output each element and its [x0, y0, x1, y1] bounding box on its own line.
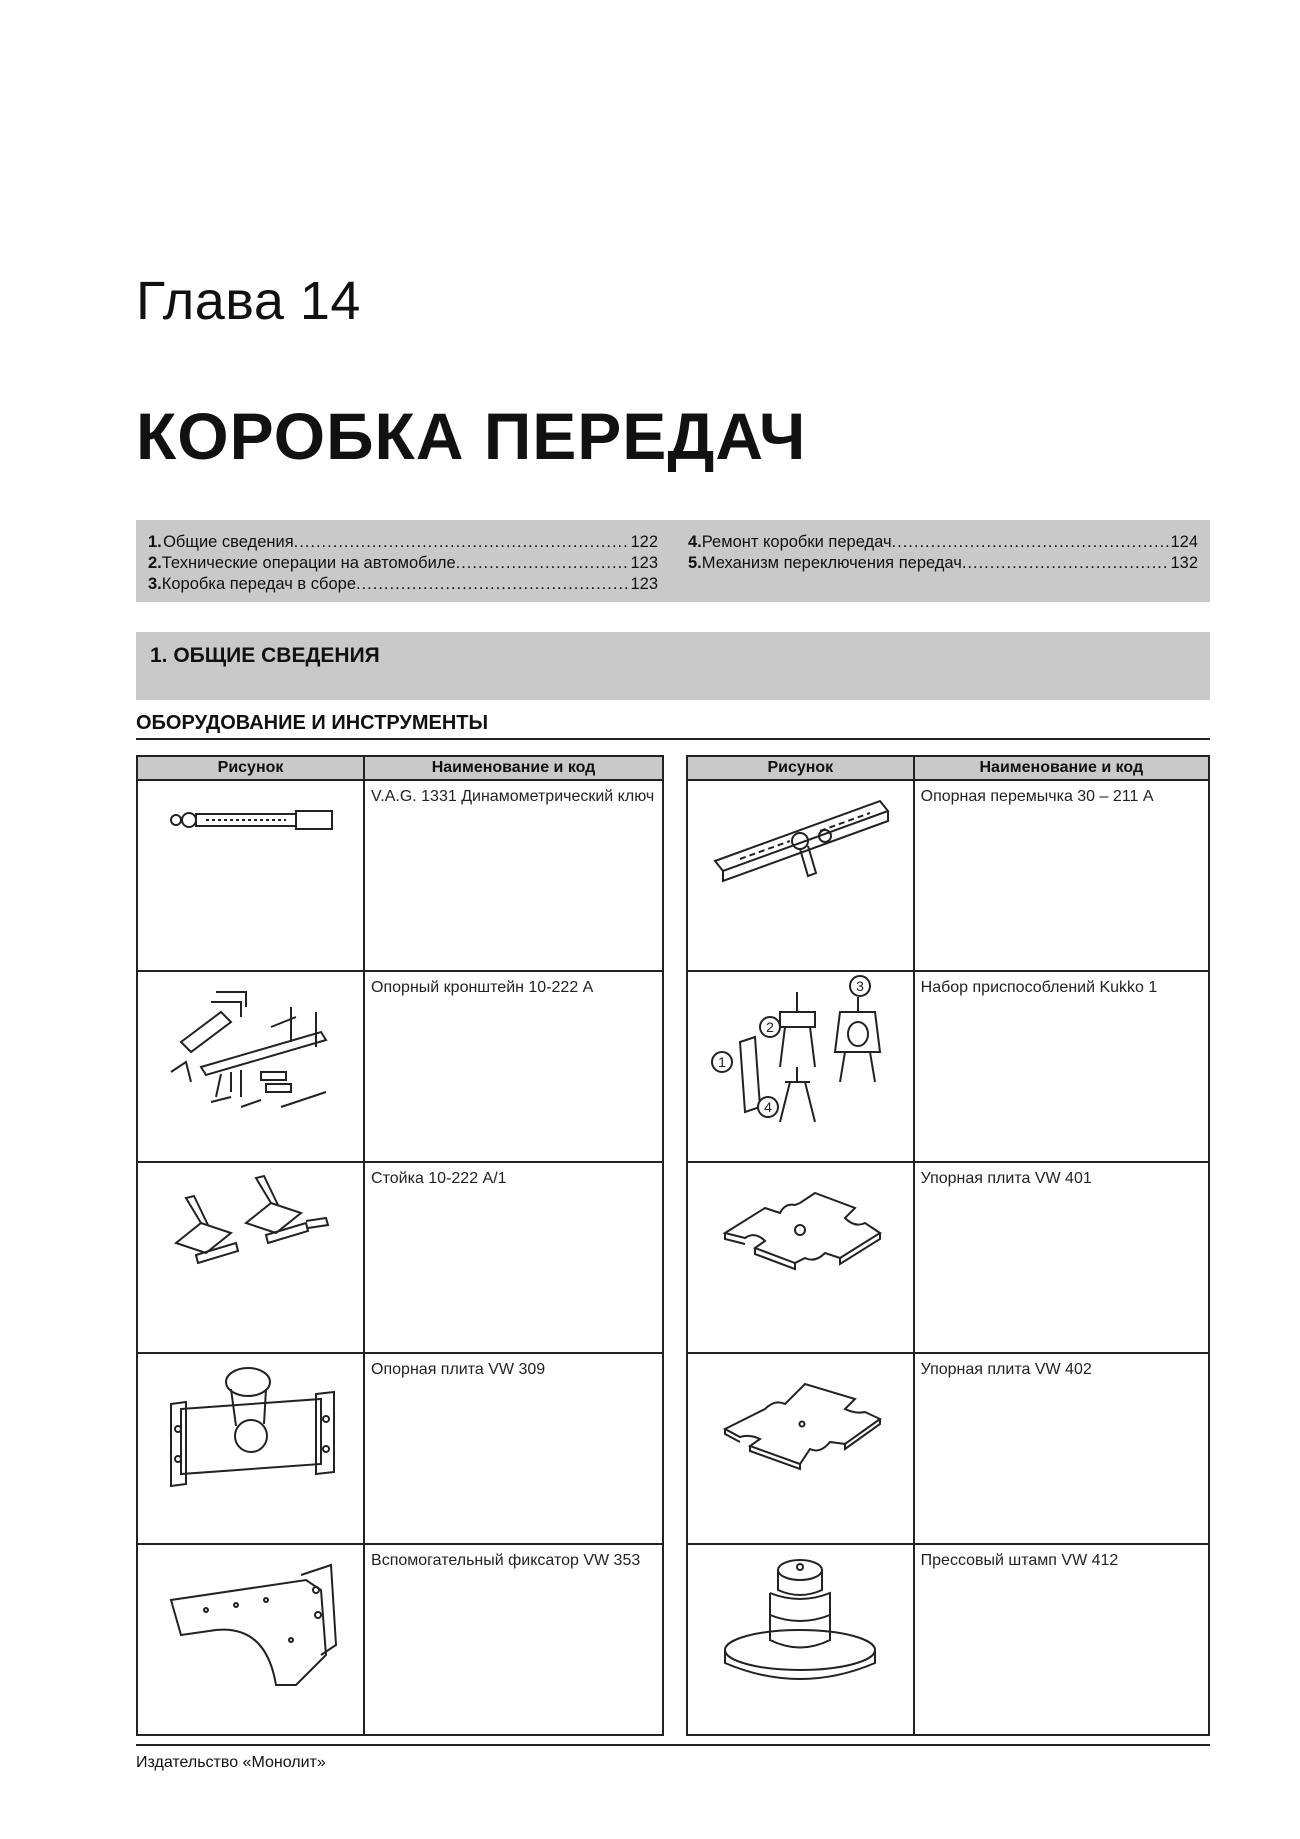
press-die-icon: [705, 1545, 895, 1695]
tool-picture-cell: [137, 780, 364, 971]
tools-table-right: [686, 755, 1210, 1736]
column-header-name: Наименование и код: [914, 756, 1209, 780]
toc-item-label: Механизм переключения передач: [701, 554, 962, 572]
puller-kit-icon: [700, 972, 900, 1132]
toc-item-page: 124: [1170, 533, 1198, 551]
toc-right-column: [688, 532, 1198, 574]
table-row: [687, 971, 1209, 1162]
table-header-row: [137, 756, 663, 780]
toc-item-number: 1.: [148, 533, 162, 551]
stand-icon: [156, 1163, 346, 1283]
toc-item-label: Технические операции на автомобиле: [161, 554, 456, 572]
tools-table-left: [136, 755, 664, 1736]
toc-item-label: Общие сведения: [163, 533, 294, 551]
torque-wrench-icon: [156, 781, 346, 861]
toc-item-number: 5.: [688, 554, 702, 572]
tool-name: Стойка 10-222 А/1: [364, 1162, 663, 1353]
table-row: [137, 971, 663, 1162]
tool-picture-cell: [687, 1162, 914, 1353]
auxiliary-retainer-icon: [156, 1545, 346, 1695]
tool-name: Упорная плита VW 401: [914, 1162, 1209, 1353]
table-row: [687, 1544, 1209, 1735]
section-title: 1. ОБЩИЕ СВЕДЕНИЯ: [150, 644, 380, 667]
table-row: [687, 1162, 1209, 1353]
tool-picture-cell: [137, 1544, 364, 1735]
support-plate-icon: [156, 1354, 346, 1504]
tool-picture-cell: [687, 780, 914, 971]
toc-leader-dots: [892, 532, 1171, 553]
toc-item[interactable]: [688, 553, 1198, 574]
tool-name: Прессовый штамп VW 412: [914, 1544, 1209, 1735]
toc-leader-dots: [356, 574, 630, 595]
toc-item-number: 4.: [688, 533, 702, 551]
tool-picture-cell: [137, 1162, 364, 1353]
publisher-footer: Издательство «Монолит»: [136, 1754, 326, 1771]
tool-name: Набор приспособлений Kukko 1: [914, 971, 1209, 1162]
callout-label: 1: [718, 1054, 727, 1070]
tool-picture-cell: [687, 971, 914, 1162]
column-header-picture: Рисунок: [137, 756, 364, 780]
thrust-plate-402-icon: [705, 1354, 895, 1484]
tool-name: Опорный кронштейн 10-222 А: [364, 971, 663, 1162]
toc-item[interactable]: [148, 574, 658, 595]
toc-leader-dots: [456, 553, 631, 574]
support-bridge-icon: [700, 781, 900, 911]
tool-picture-cell: [137, 1353, 364, 1544]
section-header: [136, 632, 1210, 700]
toc-item-number: 2.: [148, 554, 162, 572]
callout-label: 2: [766, 1019, 775, 1035]
chapter-title: КОРОБКА ПЕРЕДАЧ: [136, 399, 807, 473]
callout-label: 4: [764, 1099, 773, 1115]
toc-item[interactable]: [148, 553, 658, 574]
table-row: [137, 780, 663, 971]
tool-name: Упорная плита VW 402: [914, 1353, 1209, 1544]
callout-label: 3: [856, 978, 865, 994]
tool-picture-cell: [687, 1353, 914, 1544]
toc-item-number: 3.: [148, 575, 162, 593]
tool-picture-cell: [137, 971, 364, 1162]
toc-left-column: [148, 532, 658, 595]
subsection-rule: [136, 738, 1210, 740]
tool-picture-cell: [687, 1544, 914, 1735]
table-row: [687, 1353, 1209, 1544]
column-header-picture: Рисунок: [687, 756, 914, 780]
toc-item-page: 122: [630, 533, 658, 551]
tool-name: Опорная плита VW 309: [364, 1353, 663, 1544]
tool-name: Опорная перемычка 30 – 211 А: [914, 780, 1209, 971]
toc-item[interactable]: [148, 532, 658, 553]
toc-item-page: 123: [630, 554, 658, 572]
table-of-contents: [136, 520, 1210, 602]
tool-name: Вспомогательный фиксатор VW 353: [364, 1544, 663, 1735]
subsection-heading: ОБОРУДОВАНИЕ И ИНСТРУМЕНТЫ: [136, 712, 489, 734]
table-row: [137, 1544, 663, 1735]
toc-item[interactable]: [688, 532, 1198, 553]
table-row: [137, 1162, 663, 1353]
table-row: [137, 1353, 663, 1544]
thrust-plate-401-icon: [705, 1163, 895, 1293]
tool-name: V.A.G. 1331 Динамометрический ключ: [364, 780, 663, 971]
column-header-name: Наименование и код: [364, 756, 663, 780]
chapter-label: Глава 14: [136, 271, 361, 331]
footer-rule: [136, 1744, 1210, 1746]
toc-item-label: Коробка передач в сборе: [161, 575, 357, 593]
toc-item-page: 123: [630, 575, 658, 593]
table-header-row: [687, 756, 1209, 780]
toc-leader-dots: [294, 532, 631, 553]
toc-item-page: 132: [1170, 554, 1198, 572]
support-bracket-icon: [151, 972, 351, 1122]
toc-item-label: Ремонт коробки передач: [701, 533, 892, 551]
table-row: [687, 780, 1209, 971]
toc-leader-dots: [962, 553, 1171, 574]
